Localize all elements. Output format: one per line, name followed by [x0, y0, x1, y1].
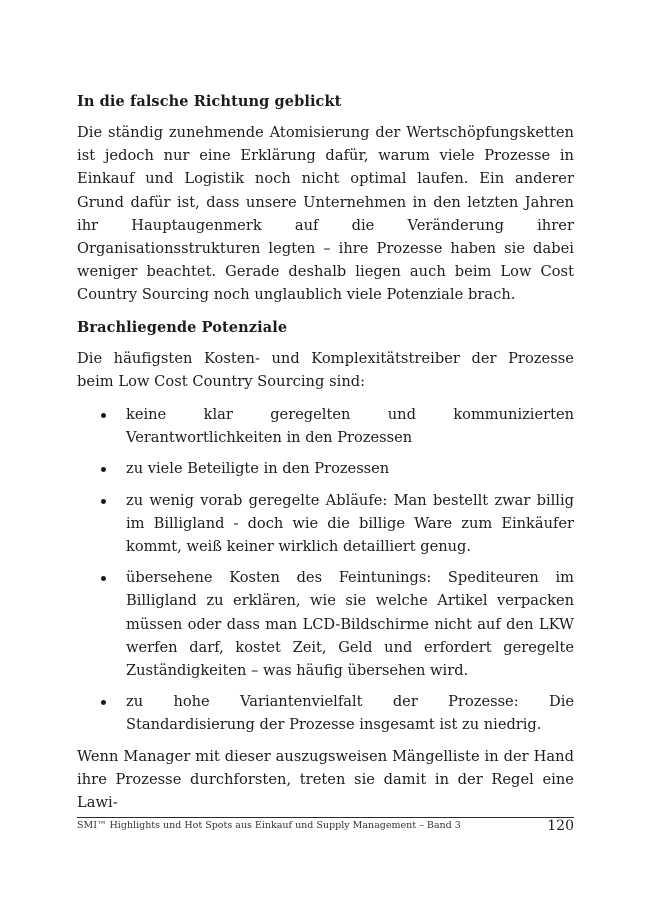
footer-book-title: SMI™ Highlights und Hot Spots aus Einkauf und Supply Management – Band 3 [77, 820, 461, 831]
page-number: 120 [547, 818, 574, 834]
list-item [77, 690, 574, 736]
paragraph-closing: Wenn Manager mit dieser auszugsweisen Mängelliste in der Hand ihre Prozesse durchforsten, treten sie damit in der Regel eine Lawi- [77, 747, 574, 812]
section-heading-brachliegende-potenziale: Brachliegende Potenziale [77, 318, 288, 336]
bullet-icon [101, 576, 106, 581]
footer-divider [77, 817, 574, 818]
bullet-icon [101, 413, 106, 418]
list-item-text: keine klar geregelten und kommunizierten Verantwortlichkeiten in den Prozessen [126, 406, 574, 447]
bullet-icon [101, 467, 106, 472]
list-item-text: übersehene Kosten des Feintunings: Spediteuren im Billigland zu erklären, wie sie welche Artikel verpacken müssen oder dass man LCD-Bildschirme nicht auf den LKW werfen darf, kostet Zeit, Geld und erfordert geregelte Zuständigkeiten – was häufig übersehen wird. [126, 569, 574, 680]
paragraph-atomisierung: Die ständig zunehmende Atomisierung der Wertschöpfungsketten ist jedoch nur eine Erklärung dafür, warum viele Prozesse in Einkauf und Logistik noch nicht optimal laufen. Ein anderer Grund dafür ist, dass unsere Unternehmen in den letzten Jahren ihr Hauptaugenmerk auf die Veränderung ihrer Organisationsstrukturen legten – ihre Prozesse haben sie dabei weniger beachtet. Gerade deshalb liegen auch beim Low Cost Country Sourcing noch unglaublich viele Potenziale brach. [77, 124, 574, 304]
list-item [77, 566, 574, 682]
bullet-icon [101, 700, 106, 705]
list-item-text: zu wenig vorab geregelte Abläufe: Man bestellt zwar billig im Billigland - doch wie die billige Ware zum Einkäufer kommt, weiß keiner wirklich detailliert genug. [126, 491, 574, 556]
list-item [77, 403, 574, 449]
list-item-text: zu hohe Variantenvielfalt der Prozesse: Die Standardisierung der Prozesse insgesamt ist zu niedrig. [126, 693, 574, 734]
section-heading-falsche-richtung: In die falsche Richtung geblickt [77, 93, 342, 110]
cost-driver-list [77, 403, 574, 737]
list-item [77, 489, 574, 559]
paragraph-kostentreiber-intro: Die häufigsten Kosten- und Komplexitätstreiber der Prozesse beim Low Cost Country Sourcing sind: [77, 349, 574, 390]
bullet-icon [101, 499, 106, 504]
list-item [77, 457, 574, 480]
list-item-text: zu viele Beteiligte in den Prozessen [126, 460, 390, 478]
page-content [77, 90, 574, 814]
